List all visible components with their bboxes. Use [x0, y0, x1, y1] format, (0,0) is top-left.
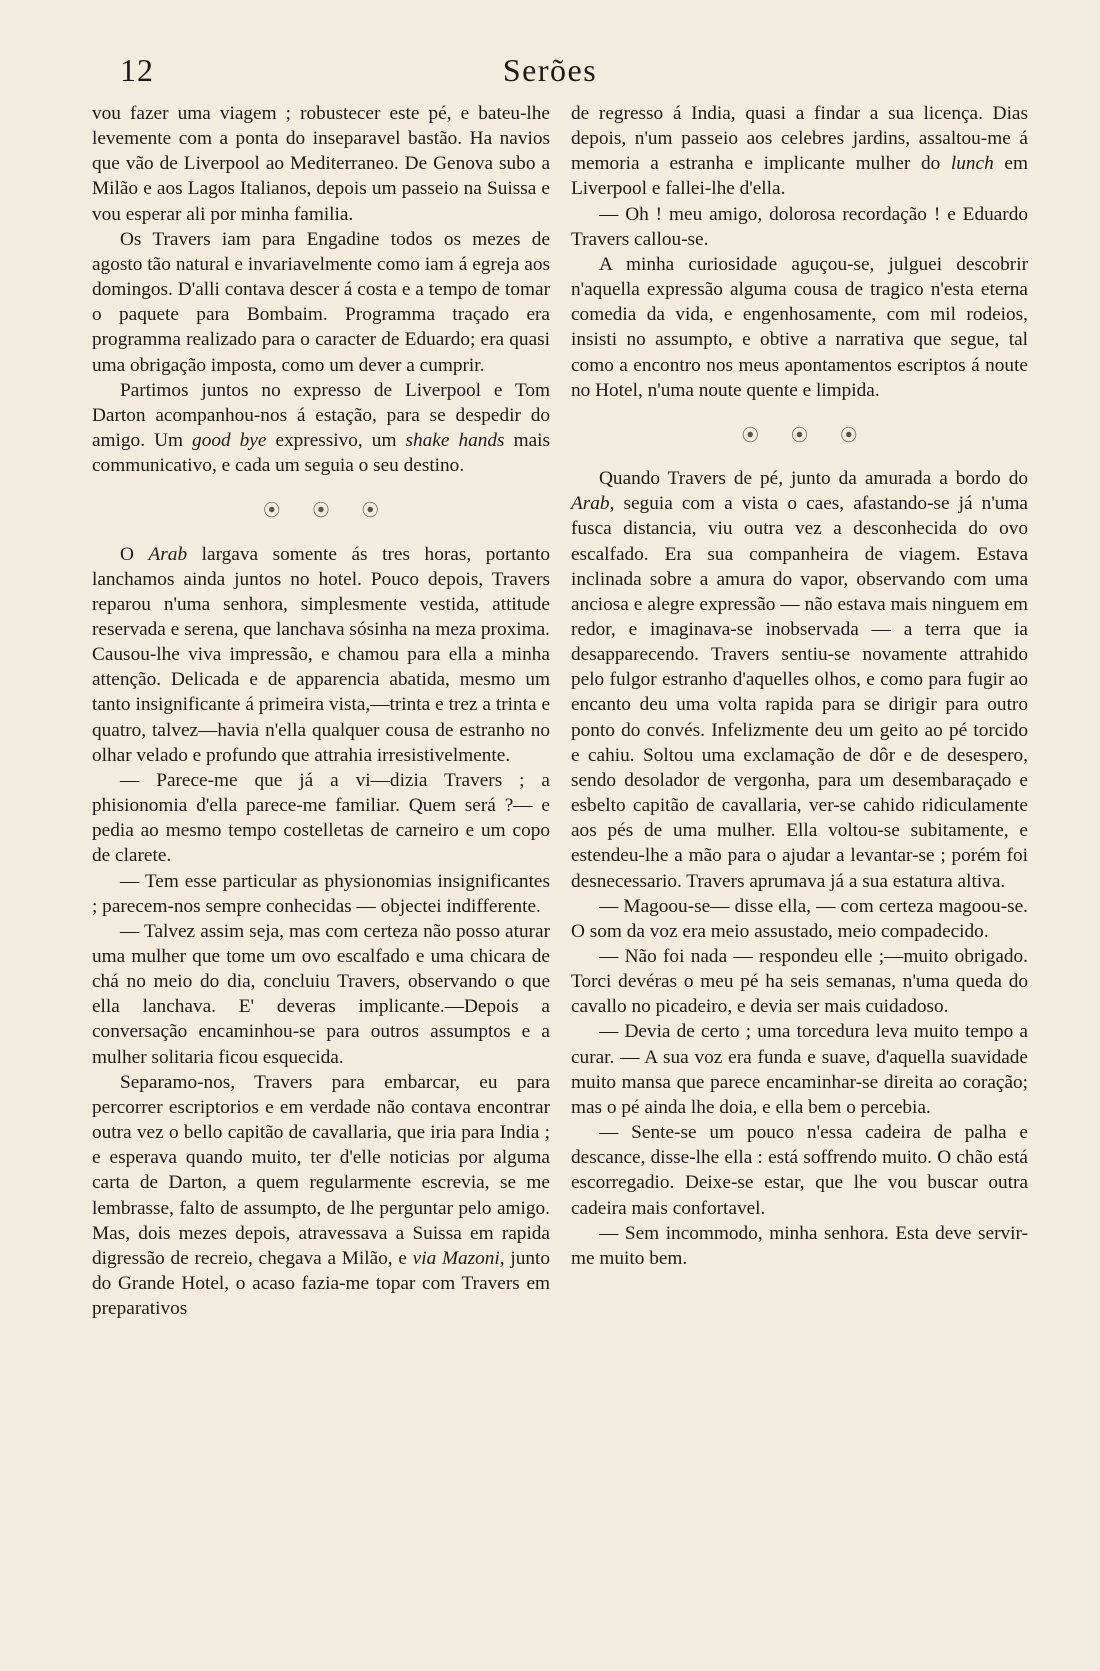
paragraph: Quando Travers de pé, junto da amurada a bordo do Arab, seguia com a vista o caes, afastando-se já n'uma fusca distancia, viu outra vez a desconhecida do ovo escalfado. Era sua companheira de viagem. Estava inclinada sobre a amura do vapor, observando com uma anciosa e alegre expressão — não estava mais ninguem em redor, e imaginava-se inobservada — a terra que ia desapparecendo. Travers sentiu-se novamente attrahido pelo fulgor estranho d'aquelles olhos, e como para fugir ao encanto deu uma volta rapida para se dirigir para outro ponto do convés. Infelizmente deu um geito ao pé torcido e cahiu. Soltou uma exclamação de dôr e de desespero, sendo desolador de vergonha, para um desembaraçado e esbelto capitão de cavallaria, ver-se cahido ridiculamente aos pés de uma mulher. Ella voltou-se subitamente, e estendeu-lhe a mão para o ajudar a levantar-se ; porém foi desnecessario. Travers aprumava já a sua estatura altiva. [571, 468, 1028, 892]
paragraph: A minha curiosidade aguçou-se, julguei descobrir n'aquella expressão alguma cousa de tragico n'esta eterna comedia da vida, e engenhosamente, com mil rodeios, insisti no assumpto, e obtive a narrativa que segue, tal como a encontro nos meus apontamentos escriptos á noute no Hotel, n'uma noute quente e limpida. [571, 253, 1028, 401]
page-number: 12 [120, 52, 154, 88]
paragraph: — Magoou-se— disse ella, — com certeza magoou-se. O som da voz era meio assustado, meio compadecido. [571, 895, 1028, 942]
paragraph: — Sem incommodo, minha senhora. Esta deve servir-me muito bem. [571, 1222, 1028, 1269]
running-title: Serões [502, 52, 598, 88]
paragraph: — Sente-se um pouco n'essa cadeira de palha e descance, disse-lhe ella : está soffrendo muito. O chão está escorregadio. Deixe-se estar, que lhe vou buscar outra cadeira mais confortavel. [571, 1122, 1028, 1219]
paragraph: de regresso á India, quasi a findar a sua licença. Dias depois, n'um passeio aos celebres jardins, assaltou-me á memoria a estranha e implicante mulher do lunch em Liverpool e fallei-lhe d'ella. [571, 103, 1028, 200]
right-column [571, 101, 1028, 1271]
section-ornament: ⦿ ⦿ ⦿ [263, 501, 393, 521]
left-column [92, 101, 550, 1321]
paragraph: — Parece-me que já a vi—dizia Travers ; a phisionomia d'ella parece-me familiar. Quem será ?— e pedia ao mesmo tempo costelletas de carneiro e um copo de clarete. [92, 769, 550, 867]
paragraph: — Não foi nada — respondeu elle ;—muito obrigado. Torci devéras o meu pé ha seis semanas, n'uma queda do cavallo no picadeiro, e devia ser mais cuidadoso. [571, 946, 1028, 1018]
paragraph: Os Travers iam para Engadine todos os mezes de agosto tão natural e invariavelmente como iam á egreja aos domingos. D'alli contava descer á costa e a tempo de tomar o paquete para Bombaim. Programma traçado era programma realizado para o caracter de Eduardo; era quasi uma obrigação imposta, como um dever a cumprir. [92, 228, 550, 376]
paragraph: — Devia de certo ; uma torcedura leva muito tempo a curar. — A sua voz era funda e suave, d'aquella suavidade muito mansa que parece encaminhar-se direita ao coração; mas o pé ainda lhe doia, e ella bem o percebia. [571, 1021, 1028, 1118]
paragraph: Partimos juntos no expresso de Liverpool e Tom Darton acompanhou-nos á estação, para se despedir do amigo. Um good bye expressivo, um shake hands mais communicativo, e cada um seguia o seu destino. [92, 379, 550, 477]
paragraph: Separamo-nos, Travers para embarcar, eu para percorrer escriptorios e em verdade não contava encontrar outra vez o bello capitão de cavallaria, que iria para India ; e esperava quando muito, ter d'elle noticias por alguma carta de Darton, a quem regularmente escrevia, se me lembrasse, falto de assumpto, de lhe perguntar pelo amigo. Mas, dois mezes depois, atravessava a Suissa em rapida digressão de recreio, chegava a Milão, e via Mazoni, junto do Grande Hotel, o acaso fazia-me topar com Travers em preparativos [92, 1071, 550, 1320]
paragraph: — Tem esse particular as physionomias insignificantes ; parecem-nos sempre conhecidas — objectei indifferente. [92, 870, 550, 917]
paragraph: — Talvez assim seja, mas com certeza não posso aturar uma mulher que tome um ovo escalfado e uma chicara de chá no meio do dia, concluiu Travers, observando o que ella lanchava. E' deveras implicante.—Depois a conversação encaminhou-se para outros assumptos e a mulher solitaria ficou esquecida. [92, 920, 550, 1068]
section-ornament: ⦿ ⦿ ⦿ [741, 425, 872, 445]
paragraph: O Arab largava somente ás tres horas, portanto lanchamos ainda juntos no hotel. Pouco depois, Travers reparou n'uma senhora, simplesmente vestida, attitude reservada e serena, que lanchava sósinha na meza proxima. Causou-lhe viva impressão, e chamou para ella a minha attenção. Delicada e de apparencia abatida, mesmo um tanto insignificante á primeira vista,—trinta e trez a trinta e quatro, talvez—havia n'ella qualquer cousa de estranho no olhar velado e profundo que attrahia irresistivelmente. [92, 543, 550, 766]
paragraph: — Oh ! meu amigo, dolorosa recordação ! e Eduardo Travers callou-se. [571, 203, 1028, 250]
paragraph: vou fazer uma viagem ; robustecer este pé, e bateu-lhe levemente com a ponta do inseparavel bastão. Ha navios que vão de Liverpool ao Mediterraneo. De Genova subo a Milão e aos Lagos Italianos, depois um passeio na Suissa e vou esperar ali por minha familia. [92, 103, 550, 225]
